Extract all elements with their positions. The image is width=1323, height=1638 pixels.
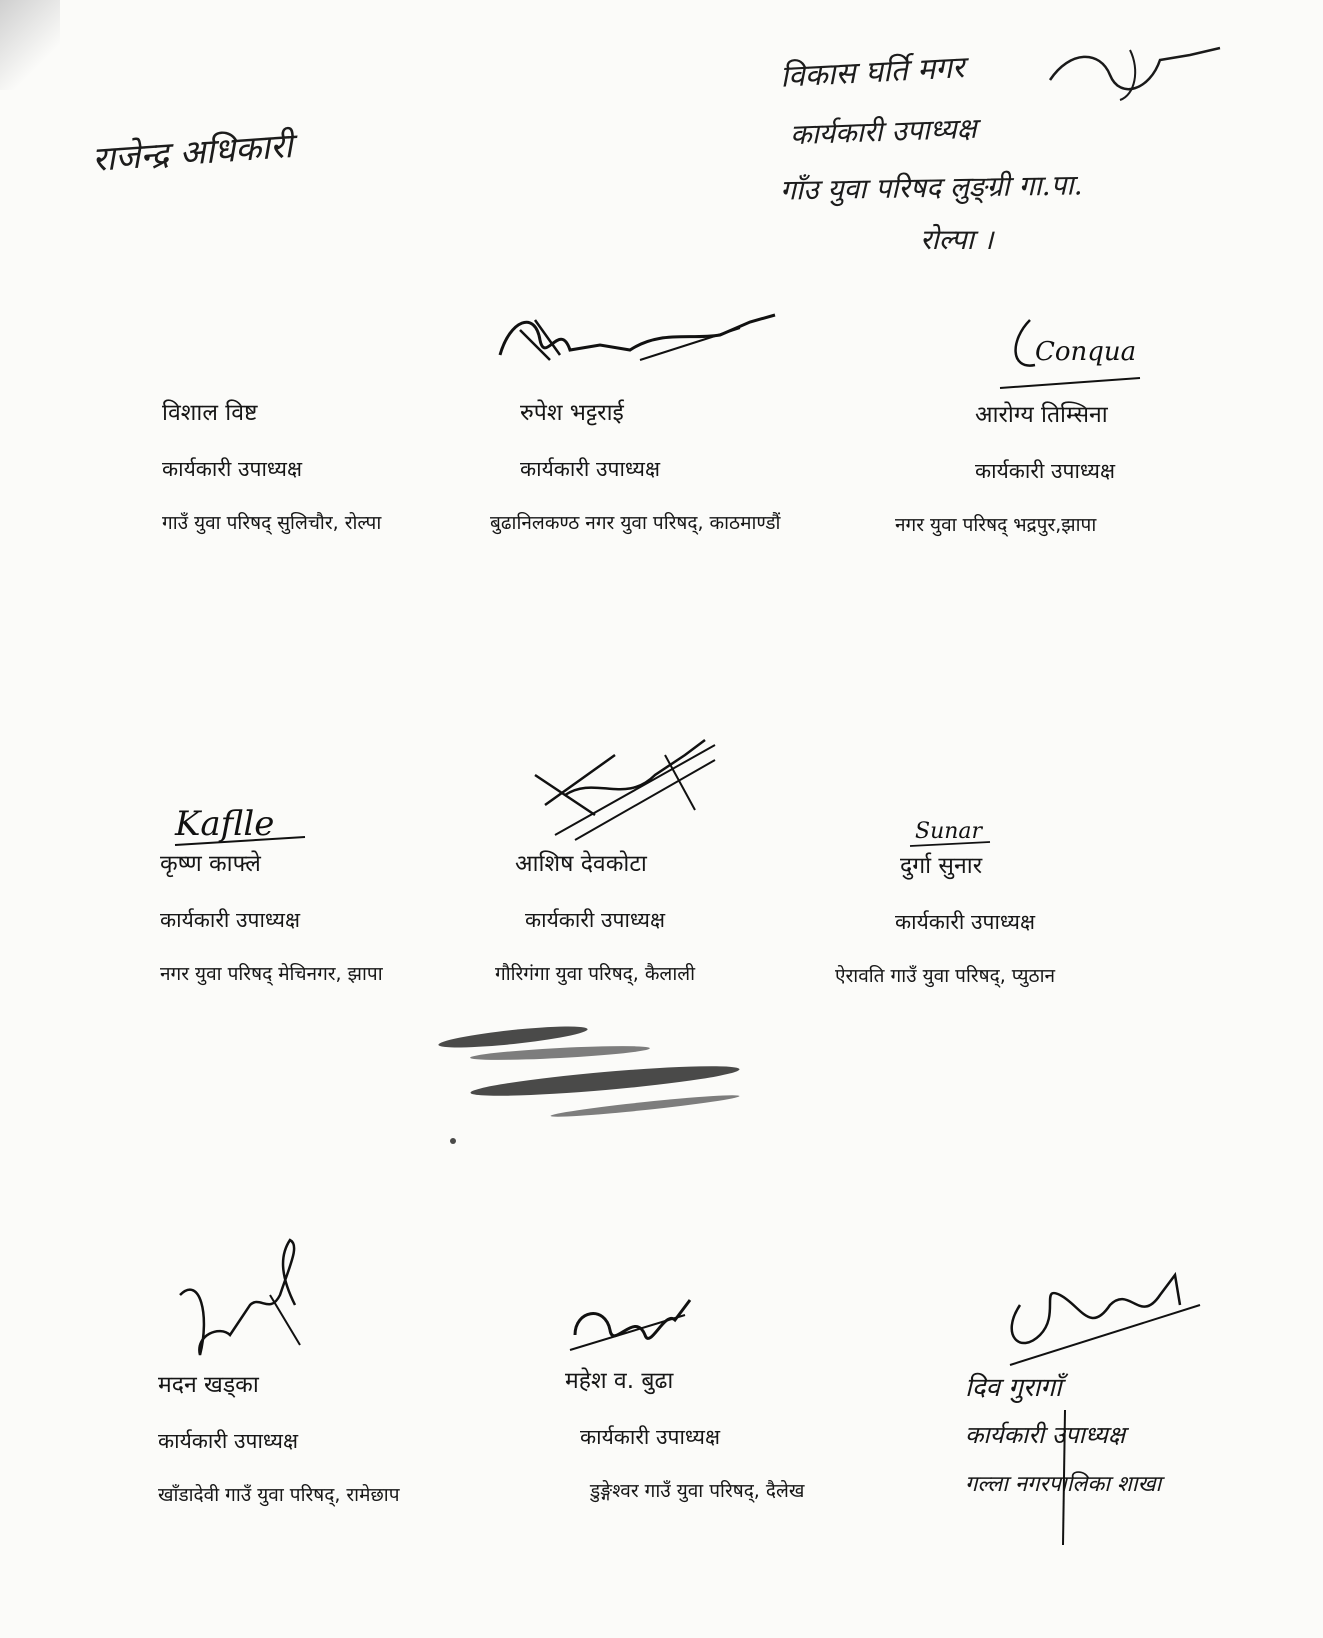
signatory-rupesh	[490, 395, 781, 537]
signature-arogya	[990, 310, 1190, 400]
signature-bottom-right	[1000, 1265, 1250, 1375]
signature-arogya-text: Conqua	[1035, 337, 1137, 367]
signature-madan	[170, 1235, 320, 1365]
signature-rupesh	[490, 300, 780, 380]
signature-mahesh	[565, 1290, 705, 1370]
signatory-arogya	[895, 397, 1116, 539]
signatory-org: नगर युवा परिषद् मेचिनगर, झापा	[160, 963, 383, 985]
signatory-mahesh	[565, 1363, 804, 1505]
signatory-role: कार्यकारी उपाध्यक्ष	[520, 457, 661, 481]
signatory-role: कार्यकारी उपाध्यक्ष	[160, 908, 301, 932]
signatory-ashish	[495, 846, 696, 988]
page-corner-shadow	[0, 0, 60, 90]
signatory-org: खाँडादेवी गाउँ युवा परिषद्, रामेछाप	[158, 1484, 400, 1506]
signatory-vishal	[162, 395, 381, 537]
signature-durga-text: Sunar	[915, 819, 983, 844]
signatory-role: कार्यकारी उपाध्यक्ष	[975, 459, 1116, 483]
signatory-role: कार्यकारी उपाध्यक्ष	[158, 1429, 299, 1453]
signatory-org: नगर युवा परिषद् भद्रपुर,झापा	[895, 514, 1097, 536]
handwritten-name-left: राजेन्द्र अधिकारी	[90, 126, 294, 180]
signatory-name: आशिष देवकोटा	[515, 851, 647, 877]
signatory-role: कार्यकारी उपाध्यक्ष	[580, 1425, 721, 1449]
signatory-name: विशाल विष्ट	[162, 400, 258, 426]
signatory-name: मदन खड्का	[158, 1372, 259, 1398]
signatory-role: कार्यकारी उपाध्यक्ष	[525, 908, 666, 932]
signatory-org: गाउँ युवा परिषद् सुलिचौर, रोल्पा	[162, 512, 382, 534]
signatory-durga	[835, 848, 1056, 990]
signatory-name: कृष्ण काफ्ले	[160, 851, 261, 877]
signatory-name: आरोग्य तिम्सिना	[975, 402, 1108, 428]
signatory-org: डुङ्गेश्वर गाउँ युवा परिषद्, दैलेख	[590, 1480, 805, 1502]
signatory-role: कार्यकारी उपाध्यक्ष	[162, 457, 303, 481]
signatory-role: कार्यकारी उपाध्यक्ष	[965, 1421, 1126, 1449]
signatory-name: रुपेश भट्टराई	[520, 400, 624, 426]
handwritten-line-3: गाँउ युवा परिषद लुङ्ग्री गा.पा.	[779, 168, 1083, 207]
signature-krishna-text: Kaflle	[175, 804, 275, 844]
signatory-krishna	[160, 846, 383, 988]
signatory-name: महेश व. बुढा	[565, 1368, 674, 1394]
signatory-name: दुर्गा सुनार	[900, 853, 983, 879]
bracket-mark-bottom-right	[1055, 1410, 1075, 1550]
signatory-madan	[158, 1367, 400, 1509]
signature-ashish	[525, 735, 725, 845]
signatory-org: गौरिगंगा युवा परिषद्, कैलाली	[495, 963, 696, 985]
handwritten-line-4: रोल्पा ।	[920, 223, 994, 256]
signature-mark-top-right	[1040, 40, 1230, 110]
signatory-org: ऐरावति गाउँ युवा परिषद्, प्युठान	[835, 965, 1056, 987]
redaction-scribble	[430, 1010, 770, 1150]
handwritten-line-1: विकास घर्ति मगर	[779, 50, 966, 95]
signatory-org: बुढानिलकण्ठ नगर युवा परिषद्, काठमाण्डौं	[490, 512, 781, 534]
handwritten-line-2: कार्यकारी उपाध्यक्ष	[789, 111, 978, 152]
signatory-role: कार्यकारी उपाध्यक्ष	[895, 910, 1036, 934]
signatory-org: गल्ला नगरपालिका शाखा	[965, 1472, 1162, 1497]
signatory-name: दिव गुरागाँ	[965, 1373, 1062, 1403]
